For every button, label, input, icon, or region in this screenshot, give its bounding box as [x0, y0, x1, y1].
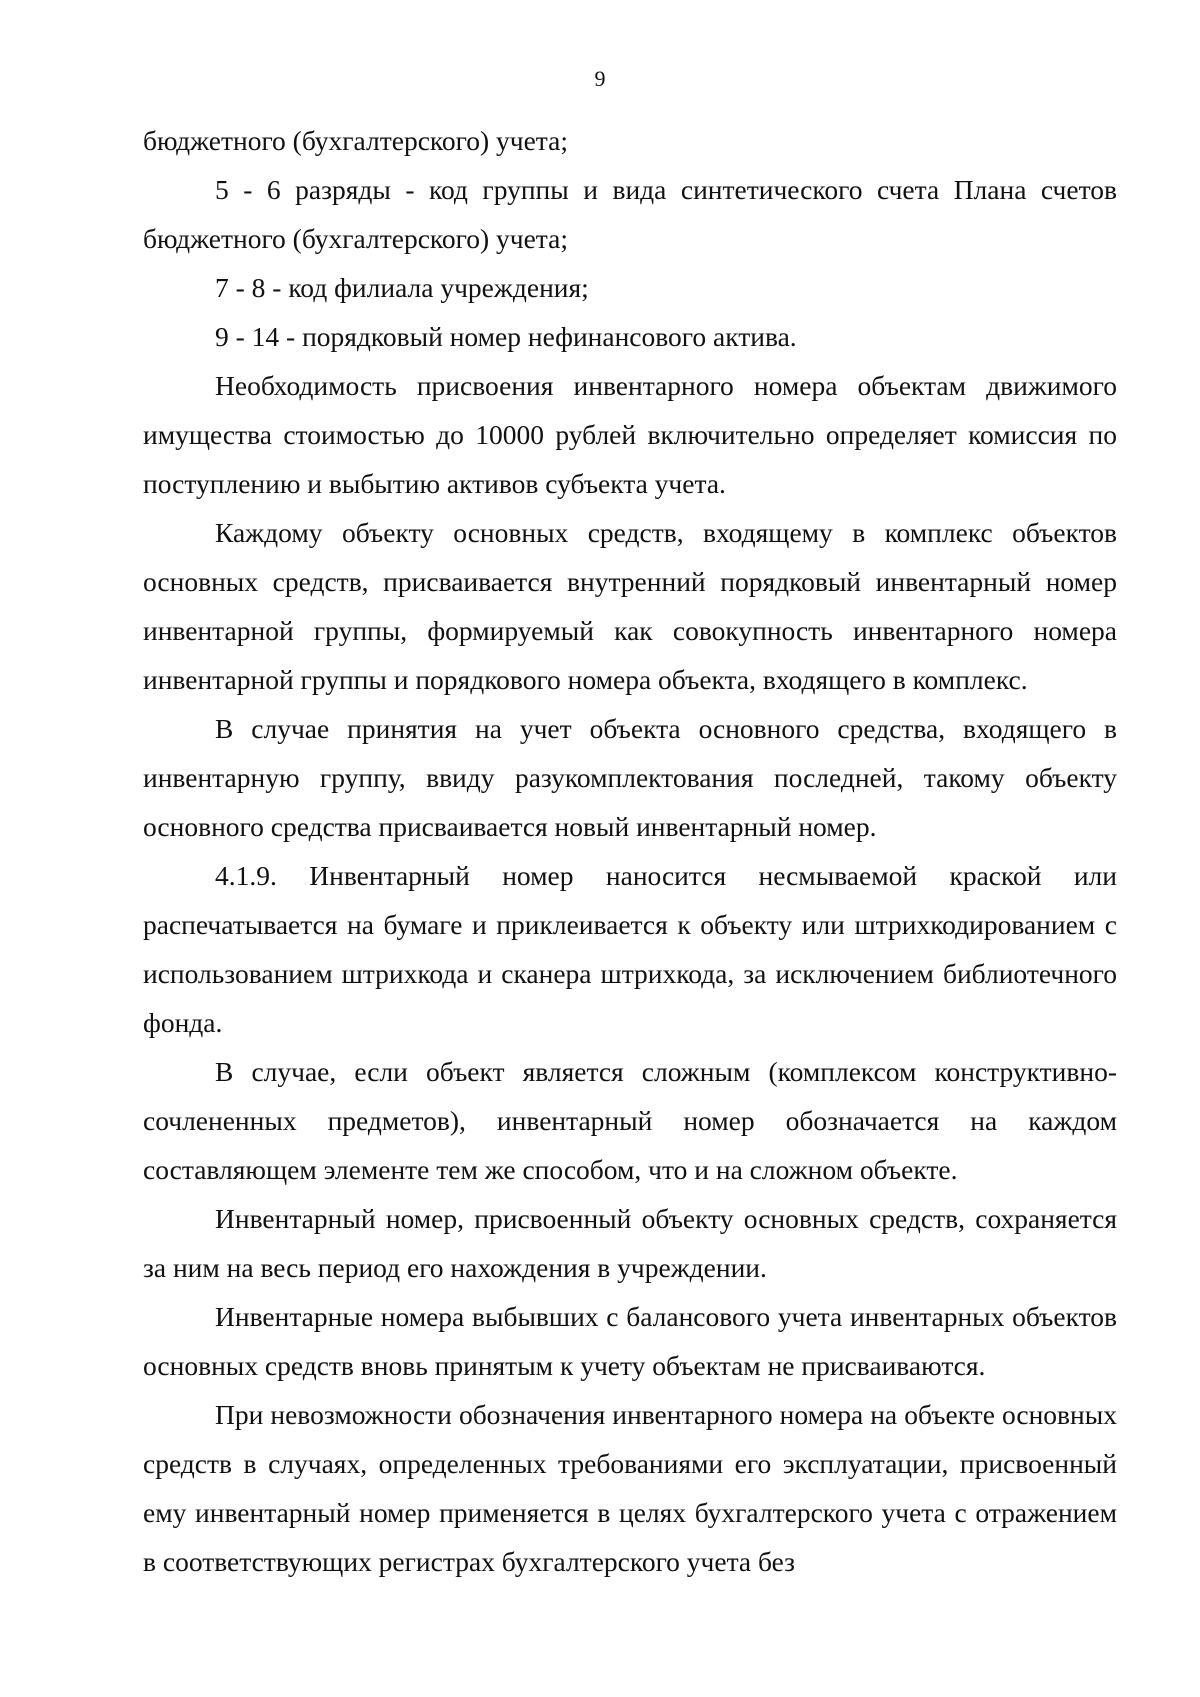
paragraph: В случае принятия на учет объекта основного средства, входящего в инвентарную группу, ввиду разукомплектования последней, такому объекту основного средства присваивается новый инвентарный номер.	[143, 713, 1117, 842]
paragraph: Каждому объекту основных средств, входящему в комплекс объектов основных средств, присваивается внутренний порядковый инвентарный номер инвентарной группы, формируемый как совокупность инвентарного номера инвентарной группы и порядкового номера объекта, входящего в комплекс.	[143, 517, 1117, 695]
page-number: 9	[594, 66, 606, 91]
paragraph: 5 - 6 разряды - код группы и вида синтетического счета Плана счетов бюджетного (бухгалтерского) учета;	[143, 174, 1117, 254]
paragraph: Инвентарные номера выбывших с балансового учета инвентарных объектов основных средств вновь принятым к учету объектам не присваиваются.	[143, 1301, 1117, 1381]
paragraph: 9 - 14 - порядковый номер нефинансового актива.	[215, 321, 797, 352]
paragraph: Инвентарный номер, присвоенный объекту основных средств, сохраняется за ним на весь период его нахождения в учреждении.	[143, 1203, 1117, 1283]
paragraph: В случае, если объект является сложным (комплексом конструктивно-сочлененных предметов), инвентарный номер обозначается на каждом составляющем элементе тем же способом, что и на сложном объекте.	[143, 1056, 1117, 1185]
paragraph: Необходимость присвоения инвентарного номера объектам движимого имущества стоимостью до 10000 рублей включительно определяет комиссия по поступлению и выбытию активов субъекта учета.	[143, 370, 1117, 499]
paragraph: 7 - 8 - код филиала учреждения;	[215, 272, 589, 303]
paragraph-4-1-9: 4.1.9. Инвентарный номер наносится несмываемой краской или распечатывается на бумаге и приклеивается к объекту или штрихкодированием с использованием штрихкода и сканера штрихкода, за исключением библиотечного фонда.	[143, 860, 1117, 1038]
document-body	[143, 116, 1117, 1586]
paragraph-continuation: бюджетного (бухгалтерского) учета;	[143, 125, 568, 156]
paragraph: При невозможности обозначения инвентарного номера на объекте основных средств в случаях, определенных требованиями его эксплуатации, присвоенный ему инвентарный номер применяется в целях бухгалтерского учета с отражением в соответствующих регистрах бухгалтерского учета без	[143, 1399, 1117, 1577]
